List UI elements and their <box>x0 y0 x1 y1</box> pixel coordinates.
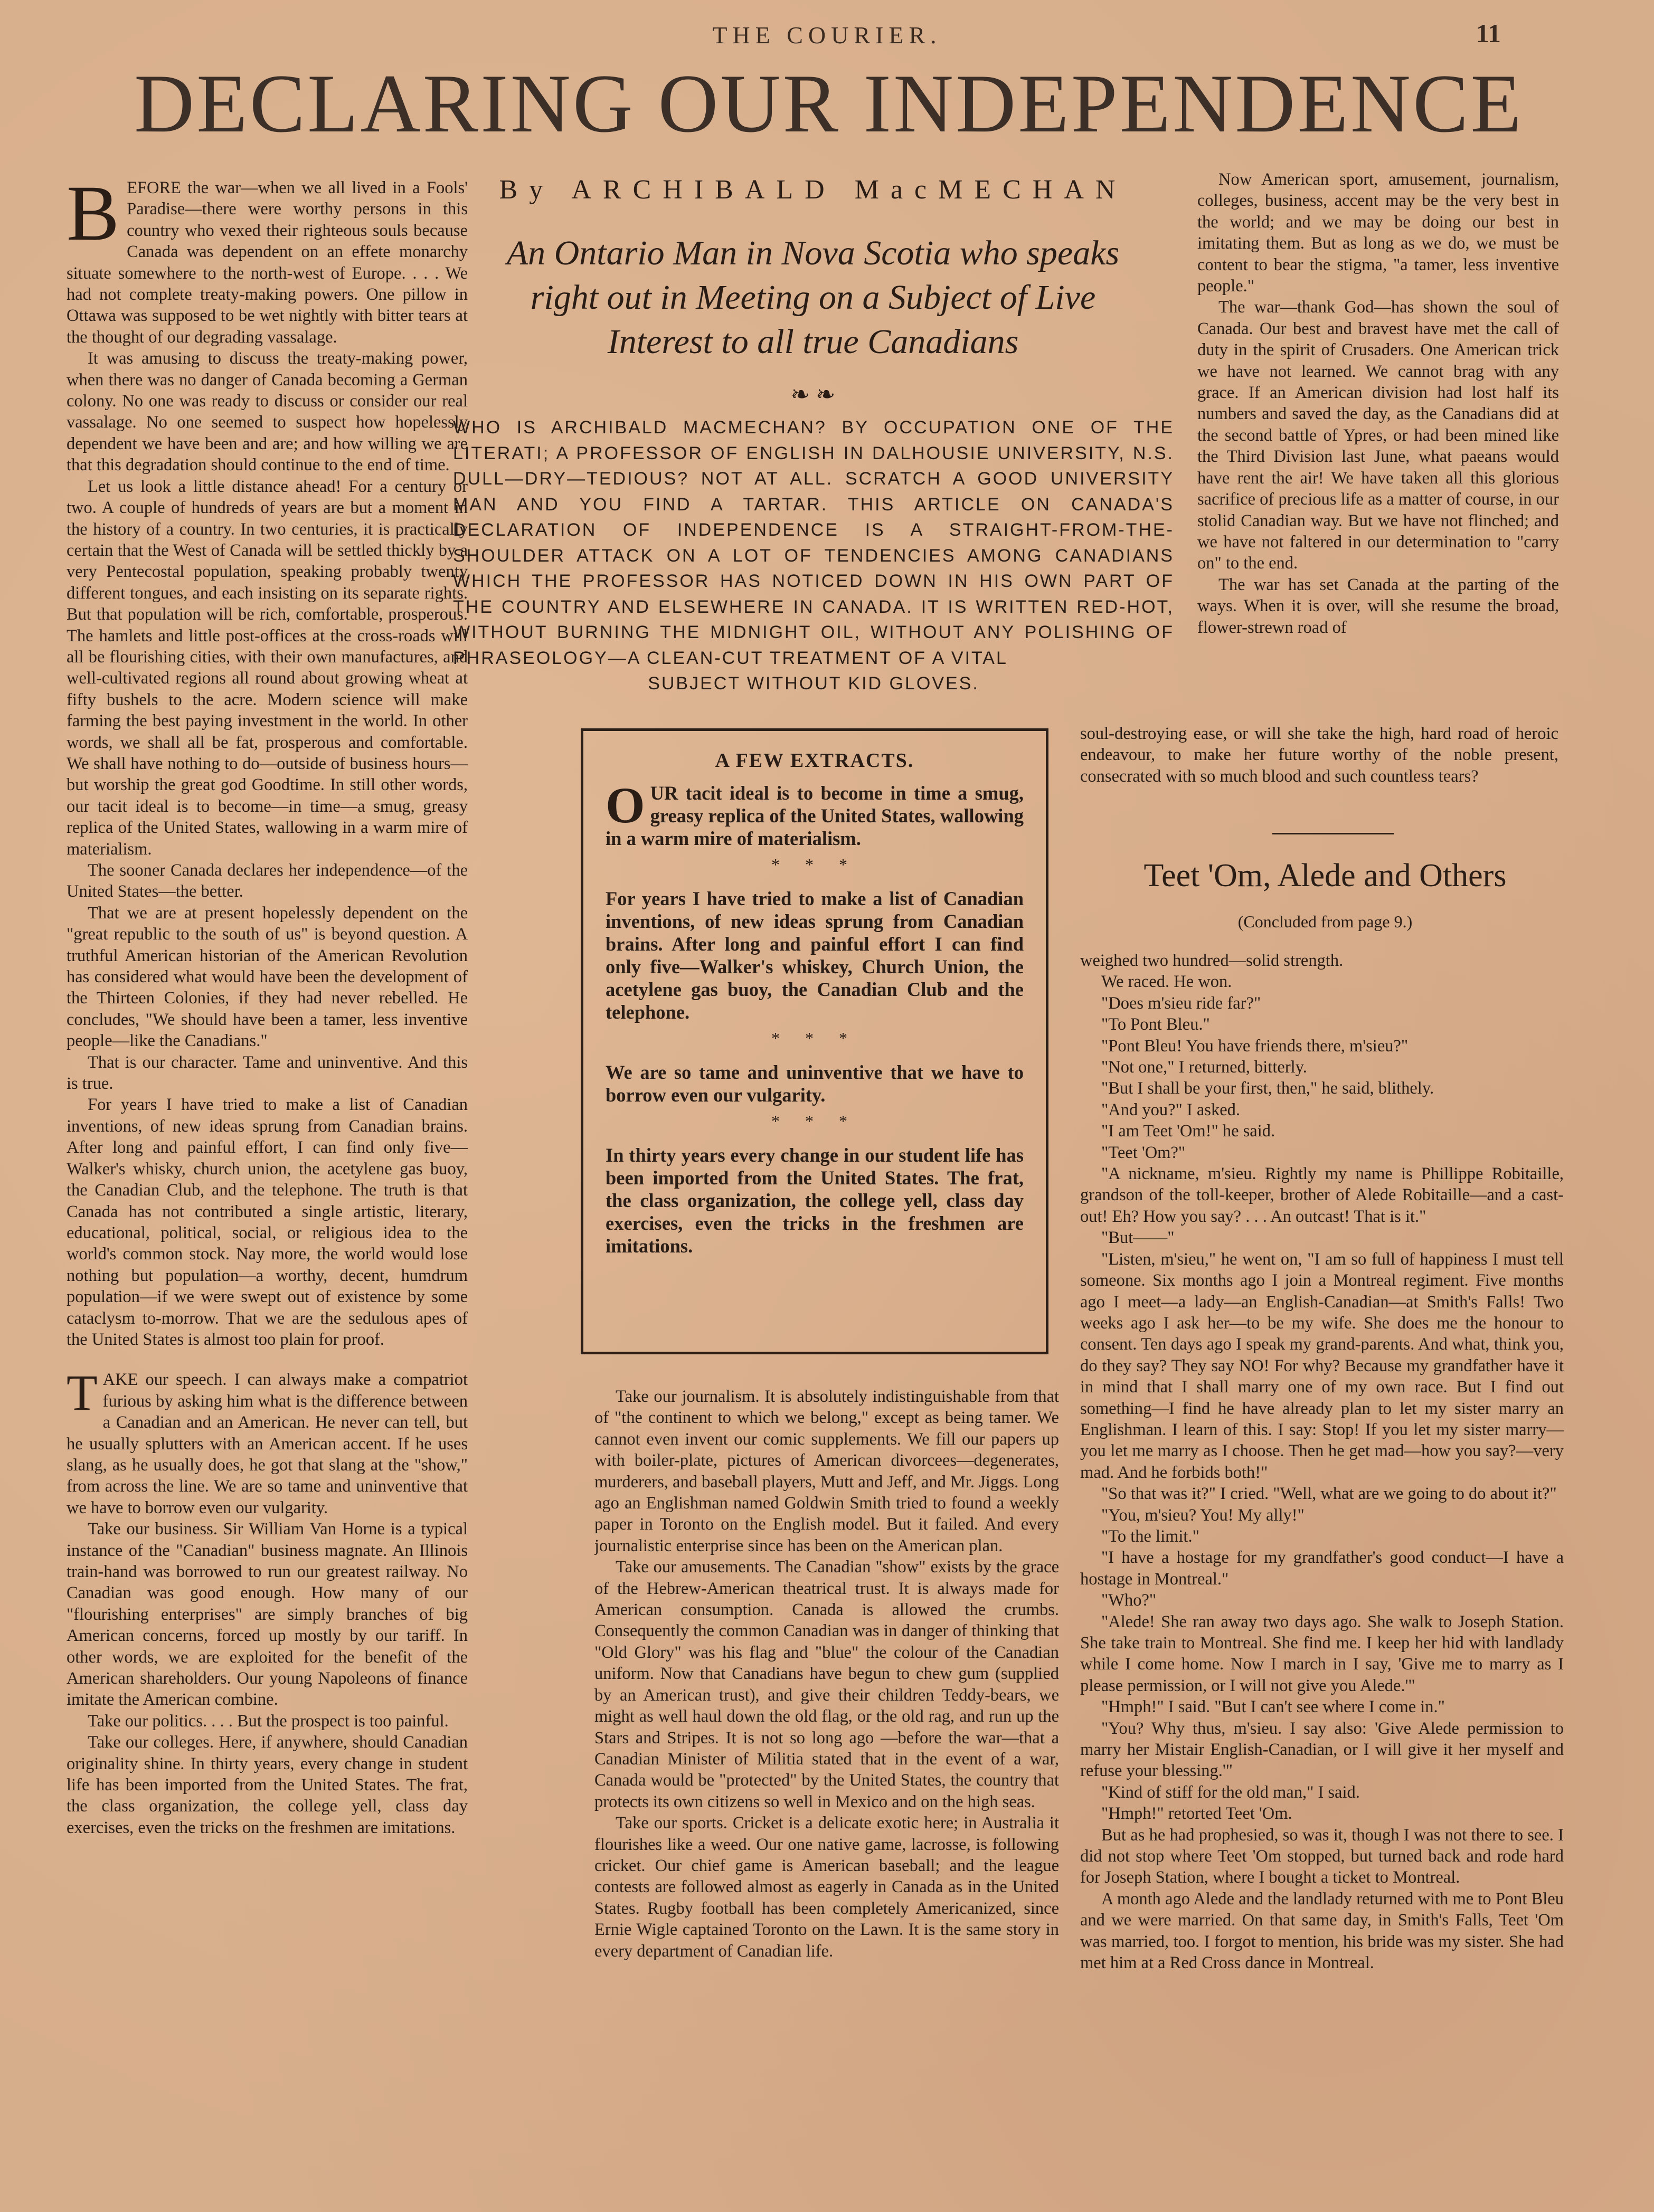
story-paragraph: "Pont Bleu! You have friends there, m'sieu?" <box>1101 1036 1409 1056</box>
paragraph: EFORE the war—when we all lived in a Fools' Paradise—there were worthy persons in this country who vexed their righteous souls because Canada was dependent on an effete monarchy situate somewhere to the north-west of Europe. . . . We had not complete treaty-making powers. One pillow in Ottawa was supposed to be wet nightly with bitter tears at the thought of our degrading vassalage. <box>67 178 468 347</box>
star-separator: * * * <box>771 1029 858 1048</box>
drop-cap: T <box>67 1364 98 1421</box>
deck-line: Interest to all true Canadians <box>607 322 1019 361</box>
paragraph: Take our politics. . . . But the prospect is too painful. <box>88 1711 449 1731</box>
story-paragraph: "Not one," I returned, bitterly. <box>1101 1058 1307 1077</box>
story-paragraph: "So that was it?" I cried. "Well, what are we going to do about it?" <box>1101 1484 1557 1504</box>
article-column-2 <box>594 1386 1059 2151</box>
paragraph: Take our colleges. Here, if anywhere, should Canadian originality shine. In thirty years, every change in student life has been imported from the United States. The frat, the class organization, the college yell, class day exercises, even the tricks on the freshmen are imitations. <box>67 1733 468 1837</box>
paragraph: Take our business. Sir William Van Horne is a typical instance of the "Canadian" business magnate. An Illinois train-hand was borrowed to run our greatest railway. No Canadian was good enough. How many of our "flourishing enterprises" are simply branches of big American concerns, forced up mostly by our tariff. In other words, we are exploited for the benefit of the American shareholders. Our young Napoleons of finance imitate the American combine. <box>67 1520 468 1710</box>
paragraph: That we are at present hopelessly dependent on the "great republic to the south of us" is beyond question. A truthful American historian of the American Revolution has considered what would have been the development of the Thirteen Colonies, if they had never rebelled. He concludes, "We should have been a tamer, less inventive people—like the Canadians." <box>67 903 468 1051</box>
running-head: THE COURIER. <box>712 22 942 49</box>
story-paragraph: "And you?" I asked. <box>1101 1100 1240 1119</box>
intro-paragraph <box>453 415 1174 697</box>
star-separator: * * * <box>771 855 858 874</box>
story-paragraph: "Does m'sieu ride far?" <box>1101 993 1261 1013</box>
paragraph: AKE our speech. I can always make a compatriot furious by asking him what is the difference between a Canadian and an American. He never can tell, but he usually splutters with an American accent. If he uses slang, as he usually does, he got that slang at the "show," from across the line. We are so tame and uninventive that we have to borrow even our vulgarity. <box>67 1370 468 1517</box>
extract-item: In thirty years every change in our student life has been imported from the United States. The frat, the class organization, the college yell, class day exercises, even the tricks in the freshmen are imitations. <box>606 1144 1024 1257</box>
paragraph: It was amusing to discuss the treaty-making power, when there was no danger of Canada becoming a German colony. No one was ready to discuss or consider our real vassalage. No one seemed to suspect how hopelessly dependent we have been and are; and how willing we are that this degradation should continue to the end of time. <box>67 349 468 475</box>
story-paragraph: "To Pont Bleu." <box>1101 1015 1210 1034</box>
deck-line: right out in Meeting on a Subject of Live <box>530 278 1096 317</box>
headline: DECLARING OUR INDEPENDENCE <box>134 58 1524 150</box>
story-paragraph: "I have a hostage for my grandfather's good conduct—I have a hostage in Montreal." <box>1080 1548 1564 1589</box>
intro-text: WHO IS ARCHIBALD MACMECHAN? BY OCCUPATION ONE OF THE LITERATI; A PROFESSOR OF ENGLISH IN DALHOUSIE UNIVERSITY, N.S. DULL—DRY—TEDIOUS? NOT AT ALL. SCRATCH A GOOD UNIVERSITY MAN AND YOU FIND A TARTAR. THIS ARTICLE ON CANADA'S DECLARATION OF INDEPENDENCE IS A STRAIGHT-FROM-THE-SHOULDER ATTACK ON A LOT OF TENDENCIES AMONG CANADIANS WHICH THE PROFESSOR HAS NOTICED DOWN IN HIS OWN PART OF THE COUNTRY AND ELSEWHERE IN CANADA. IT IS WRITTEN RED-HOT, WITHOUT BURNING THE MIDNIGHT OIL, WITHOUT ANY POLISHING OF PHRASEOLOGY—A CLEAN-CUT TREATMENT OF A VITAL <box>453 417 1174 668</box>
paragraph: Now American sport, amusement, journalism, colleges, business, accent may be the very best in the world; and we may be doing our best in imitating them. But as long as we do, we must be content to bear the stigma, "a tamer, less inventive people." <box>1197 170 1559 296</box>
drop-cap: O <box>606 777 645 833</box>
story-paragraph: "To the limit." <box>1101 1526 1199 1546</box>
extract-item: UR tacit ideal is to become in time a smug, greasy replica of the United States, wallowing in a warm mire of materialism. <box>606 782 1024 849</box>
story-paragraph: weighed two hundred—solid strength. <box>1080 951 1344 970</box>
star-separator: * * * <box>771 1112 858 1131</box>
paragraph: The war has set Canada at the parting of the ways. When it is over, will she resume the broad, flower-strewn road of <box>1197 575 1559 637</box>
paragraph: That is our character. Tame and uninventive. And this is true. <box>67 1052 468 1094</box>
extract-item: For years I have tried to make a list of Canadian inventions, of new ideas sprung from Canadian brains. After long and painful effort I can find only five—Walker's whiskey, Church Union, the acetylene gas buoy, the Canadian Club and the telephone. <box>606 888 1024 1023</box>
story-paragraph: "Listen, m'sieu," he went on, "I am so full of happiness I must tell someone. Six months ago I join a Montreal regiment. Five months ago I meet—a lady—an English-Canadian—at Smith's Falls! Two weeks ago I ask her—to be my wife. She does me the honour to consent. Ten days ago I speak my grand-parents. And what, think you, do they say? They say NO! For why? Because my grandfather have it in mind that I shall marry one of my own race. But I find out something—I find he have already plan to let my sister marry an Englishman. I learn of this. I say: Stop! If you let my sister marry—you let me marry as I choose. Then he get mad—how you say?—very mad. And he forbids both!" <box>1080 1249 1564 1482</box>
story-paragraph: We raced. He won. <box>1101 972 1232 992</box>
article-column-1 <box>67 177 468 2151</box>
story-paragraph: "I am Teet 'Om!" he said. <box>1101 1122 1275 1141</box>
paragraph: Take our amusements. The Canadian "show" exists by the grace of the Hebrew-American theatrical trust. It is always made for American consumption. Canada is allowed the crumbs. Consequently the common Canadian was in danger of thinking that "Old Glory" was his flag and "blue" the colour of the Canadian uniform. Now that Canadians have begun to chew gum (supplied by an American trust), and give their children Teddy-bears, we might as well haul down the old flag, or the old rag, and run up the Stars and Stripes. It is not so long ago —before the war—that a Canadian Minister of Militia stated that in the event of a war, Canada would be "protected" by the United States, the country that protects its own citizens so well in Mexico and on the high seas. <box>594 1558 1059 1811</box>
extract-item: We are so tame and uninventive that we have to borrow even our vulgarity. <box>606 1061 1024 1106</box>
story-paragraph: "You? Why thus, m'sieu. I say also: 'Give Alede permission to marry her Mistair English-Canadian, or I will give it her myself and refuse your blessing.'" <box>1080 1719 1564 1781</box>
byline: By ARCHIBALD MacMECHAN <box>499 175 1127 205</box>
story-paragraph: "Who?" <box>1101 1591 1157 1610</box>
story-paragraph: "Teet 'Om?" <box>1101 1143 1186 1162</box>
story-subtitle: (Concluded from page 9.) <box>1237 912 1413 931</box>
extracts-box <box>581 728 1048 1354</box>
page-number: 11 <box>1476 18 1501 48</box>
paragraph: For years I have tried to make a list of Canadian inventions, of new ideas sprung from Canadian brains. After long and painful effort, I can find only five—Walker's whisky, church union, the acetylene gas buoy, the Canadian Club, and the telephone. The truth is that Canada has not contributed a single artistic, literary, educational, political, social, or religious idea to the world's common stock. Nay more, the world would lose nothing but population—a worthy, decent, humdrum population—if we were swept out of existence by some cataclysm to-morrow. That we are the sedulous apes of the United States is almost too plain for proof. <box>67 1095 468 1349</box>
section-divider <box>1272 833 1394 834</box>
paragraph: Take our sports. Cricket is a delicate exotic here; in Australia it flourishes like a weed. Our one native game, lacrosse, is following cricket. Our chief game is American baseball; and the league contests are followed almost as eagerly in Canada as in the United States. Rugby football has been completely Americanized, since Ernie Wigle captained Toronto on the Lawn. It is the same story in every department of Canadian life. <box>594 1814 1059 1961</box>
story-paragraph: "But——" <box>1101 1228 1175 1248</box>
story-column <box>1080 950 1564 2151</box>
paragraph: Let us look a little distance ahead! For a century or two. A couple of hundreds of years are but a moment in the history of a country. In two centuries, it is practically certain that the West of Canada will be settled thickly by a very Pentecostal population, speaking probably twenty different tongues, and each insisting on its separate rights. But that population will be rich, comfortable, prosperous. The hamlets and little post-offices at the cross-roads will all be flourishing cities, with their own manufactures, and well-cultivated regions all round about growing wheat at fifty bushels to the acre. Modern science will make farming the best paying investment in the world. In other words, we shall all be fat, prosperous and comfortable. We shall have nothing to do—outside of business hours—but worship the great god Goodtime. In still other words, our tacit ideal is to become—in time—a smug, greasy replica of the United States, wallowing in a warm mire of materialism. <box>67 477 468 859</box>
intro-text-last: SUBJECT WITHOUT KID GLOVES. <box>648 673 979 694</box>
story-paragraph: A month ago Alede and the landlady returned with me to Pont Bleu and we were married. On that same day, in Smith's Falls, Teet 'Om was married, too. I forgot to mention, his bride was my sister. She had met him at a Red Cross dance in Montreal. <box>1080 1889 1564 1973</box>
story-paragraph: But as he had prophesied, so was it, though I was not there to see. I did not stop where Teet 'Om stopped, but turned back and rode hard for Joseph Station, where I bought a ticket to Montreal. <box>1080 1825 1564 1887</box>
article-column-3 <box>1197 169 1559 721</box>
article-column-3-wide <box>1080 723 1558 813</box>
story-paragraph: "Alede! She ran away two days ago. She walk to Joseph Station. She take train to Montreal. She find me. I keep her hid with landlady while I come home. Now I march in I say, 'Give me to marry as I please permission, or I will not give you Alede.'" <box>1080 1612 1564 1695</box>
paragraph: The war—thank God—has shown the soul of Canada. Our best and bravest have met the call of duty in the spirit of Crusaders. One American trick we have not learned. We cannot brag with any grace. If an American division had lost half its numbers and saved the day, as the Canadians did at the second battle of Ypres, or had been mined like the Third Division last June, what paeans would have rent the air! We have taken all this glorious sacrifice of precious life as a matter of course, in our stolid Canadian way. But we have not flinched; and we have not faltered in our determination to "carry on" to the end. <box>1197 298 1559 573</box>
paragraph: soul-destroying ease, or will she take the high, hard road of heroic endeavour, to make her future worthy of the noble present, consecrated with so much blood and such countless tears? <box>1080 724 1558 786</box>
story-paragraph: "But I shall be your first, then," he said, blithely. <box>1101 1079 1434 1098</box>
story-paragraph: "Hmph!" I said. "But I can't see where I come in." <box>1101 1697 1445 1717</box>
story-title: Teet 'Om, Alede and Others <box>1143 858 1507 894</box>
story-paragraph: "A nickname, m'sieu. Rightly my name is Phillippe Robitaille, grandson of the toll-keeper, brother of Alede Robitaille—and a cast-out! Eh? How you say? . . . An outcast! That is it." <box>1080 1164 1564 1226</box>
deck <box>443 231 1183 364</box>
story-paragraph: "Hmph!" retorted Teet 'Om. <box>1101 1804 1292 1824</box>
story-paragraph: "You, m'sieu? You! My ally!" <box>1101 1505 1305 1525</box>
story-paragraph: "Kind of stiff for the old man," I said. <box>1101 1782 1360 1802</box>
paragraph: The sooner Canada declares her independence—of the United States—the better. <box>67 861 468 901</box>
fleuron-ornament: ❧ ❧ <box>790 382 836 407</box>
deck-line: An Ontario Man in Nova Scotia who speaks <box>506 234 1120 272</box>
extracts-title: A FEW EXTRACTS. <box>715 749 914 772</box>
drop-cap: B <box>67 177 120 257</box>
paragraph: Take our journalism. It is absolutely indistinguishable from that of "the continent to which we belong," except as being tamer. We cannot even invent our comic supplements. We fill our papers up with boiler-plate, pictures of American divorcees—degenerates, murderers, and baseball players, Mutt and Jeff, and Mr. Jiggs. Long ago an Englishman named Goldwin Smith tried to found a weekly paper in Toronto on the English model. But it failed. And every journalistic enterprise since has been on the American plan. <box>594 1387 1059 1555</box>
